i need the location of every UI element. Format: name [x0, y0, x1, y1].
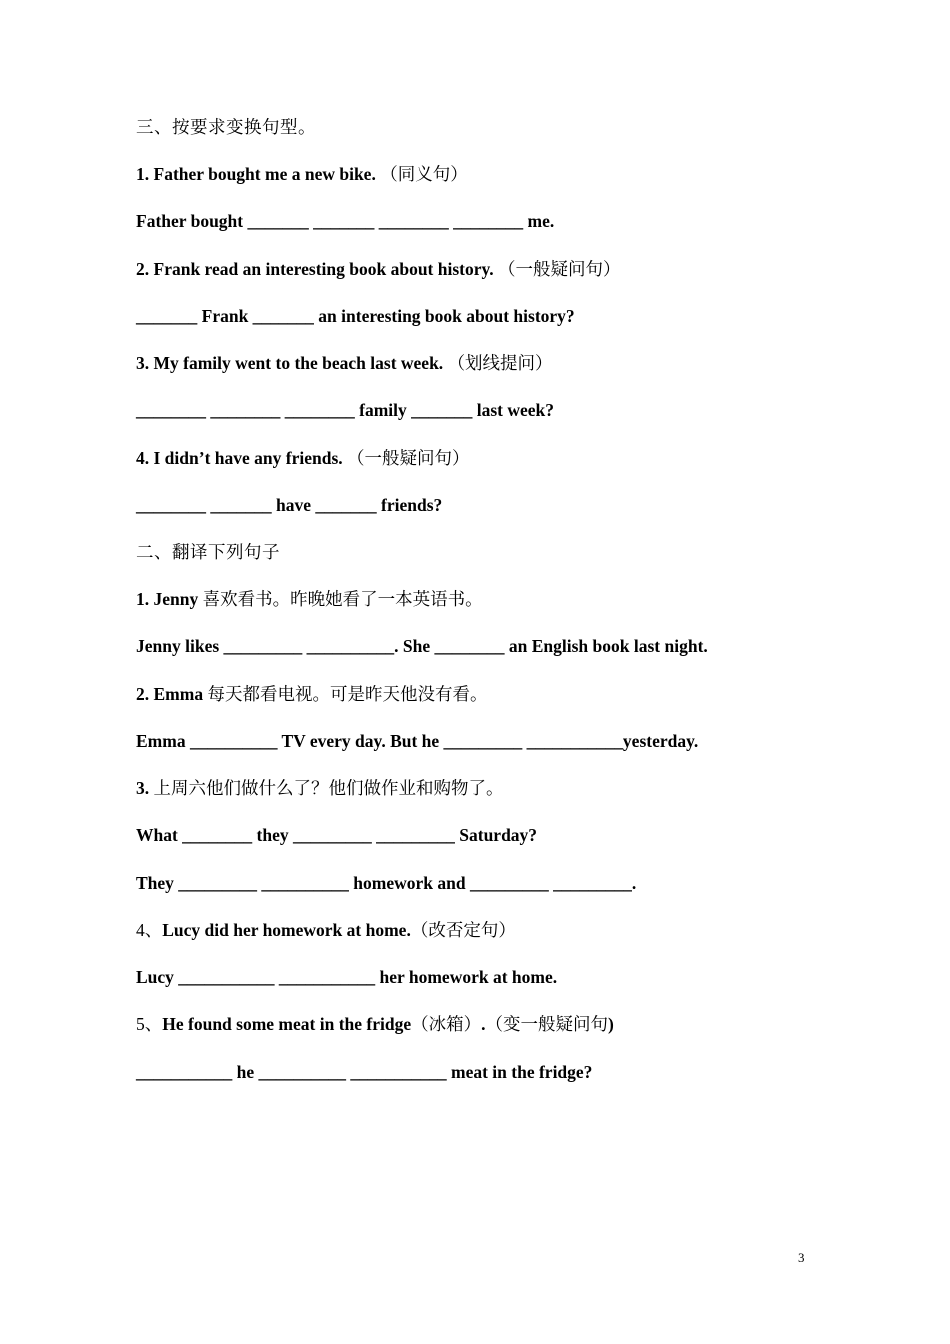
question-period: .: [481, 1014, 486, 1034]
answer-2-2: Emma __________ TV every day. But he _________ ___________yesterday.: [136, 731, 699, 751]
question-2-5: [136, 1013, 614, 1035]
answer-2-5: ___________ he __________ ___________ meat in the fridge?: [136, 1062, 593, 1082]
answer-2-4: Lucy ___________ ___________ her homework at home.: [136, 967, 558, 987]
answer-3-3: ________ ________ ________ family _______ last week?: [136, 400, 555, 420]
question-prompt: 3. My family went to the beach last week.: [136, 353, 444, 373]
question-number: 3.: [136, 778, 150, 798]
answer-3-1: Father bought _______ _______ ________ ________ me.: [136, 211, 555, 231]
question-prompt: 2. Frank read an interesting book about history.: [136, 259, 494, 279]
question-chinese-prompt: 上周六他们做什么了？他们做作业和购物了。: [149, 778, 504, 798]
question-instruction: （同义句）: [380, 164, 468, 184]
question-2-2: [136, 683, 487, 705]
question-2-4: [136, 919, 516, 941]
answer-3-4: ________ _______ have _______ friends?: [136, 495, 443, 515]
question-instruction: （一般疑问句）: [498, 259, 621, 279]
question-prompt: He found some meat in the fridge: [162, 1014, 412, 1034]
answer-2-3a: What ________ they _________ _________ Saturday?: [136, 825, 538, 845]
question-gloss: （冰箱）: [411, 1014, 482, 1034]
section-2-heading: 二、翻译下列句子: [136, 542, 280, 562]
question-instruction: （划线提问）: [447, 353, 553, 373]
question-number: 2. Emma: [136, 684, 204, 704]
section-3-heading: 三、按要求变换句型。: [136, 117, 316, 137]
question-3-4: [136, 447, 470, 469]
question-number: 5、: [136, 1014, 163, 1034]
question-prompt: 4. I didn’t have any friends.: [136, 448, 343, 468]
answer-3-2: _______ Frank _______ an interesting book about history?: [136, 306, 575, 326]
answer-2-3b: They _________ __________ homework and _________ _________.: [136, 873, 637, 893]
question-prompt: 1. Father bought me a new bike.: [136, 164, 376, 184]
question-chinese-prompt: 喜欢看书。昨晚她看了一本英语书。: [198, 589, 483, 609]
question-3-1: [136, 163, 468, 185]
answer-2-1: Jenny likes _________ __________. She ________ an English book last night.: [136, 636, 708, 656]
question-3-2: [136, 258, 621, 280]
question-instruction: （改否定句）: [410, 920, 516, 940]
question-number: 1. Jenny: [136, 589, 199, 609]
closing-paren: ): [608, 1014, 614, 1034]
question-3-3: [136, 352, 553, 374]
page-number: 3: [798, 1250, 805, 1265]
question-2-3: [136, 777, 504, 799]
question-prompt: Lucy did her homework at home.: [162, 920, 411, 940]
question-chinese-prompt: 每天都看电视。可是昨天他没有看。: [203, 684, 488, 704]
question-instruction: （变一般疑问句: [485, 1014, 608, 1034]
question-number: 4、: [136, 920, 163, 940]
question-2-1: [136, 588, 483, 610]
question-instruction: （一般疑问句）: [347, 448, 470, 468]
